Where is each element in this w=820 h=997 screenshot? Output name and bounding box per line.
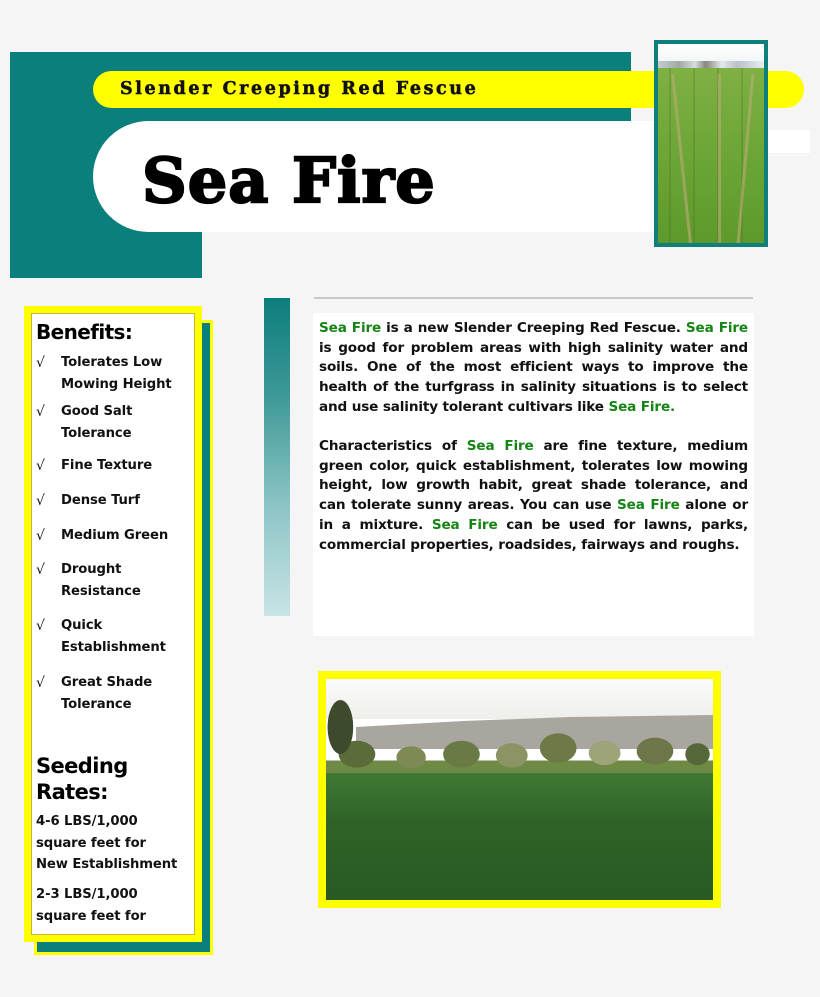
seeding-heading: Seeding Rates: xyxy=(36,754,128,804)
benefit-item: √ Drought Resistance xyxy=(36,559,196,603)
check-icon: √ xyxy=(36,618,45,634)
check-icon: √ xyxy=(36,458,45,474)
product-name-highlight: Sea Fire xyxy=(431,516,498,533)
product-name-highlight: Sea Fire xyxy=(685,320,748,336)
product-name-highlight: Sea Fire xyxy=(319,320,382,336)
decorative-gradient-bar xyxy=(264,298,290,616)
product-name-highlight: Sea Fire xyxy=(617,497,680,514)
benefits-sidebar xyxy=(24,306,202,942)
benefit-item: √ Tolerates Low Mowing Height xyxy=(36,352,196,396)
check-icon: √ xyxy=(36,493,45,509)
check-icon: √ xyxy=(36,528,45,544)
check-icon: √ xyxy=(36,355,45,371)
decorative-white-tab xyxy=(768,130,810,153)
benefit-item: √ Fine Texture xyxy=(36,455,196,477)
photo-trees xyxy=(326,717,713,779)
benefit-item: √ Quick Establishment xyxy=(36,615,196,659)
check-icon: √ xyxy=(36,675,45,691)
photo-tree xyxy=(326,687,362,767)
benefit-item: √ Dense Turf xyxy=(36,490,196,512)
intro-paragraph: Sea Fire is a new Slender Creeping Red Fescue. Sea Fire is good for problem areas with high salinity water and soils. One of the most efficient ways to improve the health of the turfgrass in salinity situations is to select and use salinity tolerant cultivars like Sea Fire. xyxy=(319,320,748,415)
product-title: Sea Fire xyxy=(142,144,436,217)
benefits-heading: Benefits: xyxy=(36,320,133,344)
check-icon: √ xyxy=(36,562,45,578)
photo-lawn xyxy=(326,773,713,900)
description-box xyxy=(313,313,754,636)
benefit-item: √ Medium Green xyxy=(36,525,196,547)
product-subtitle: Slender Creeping Red Fescue xyxy=(120,79,479,99)
product-name-highlight: Sea Fire. xyxy=(608,398,676,415)
photo-sky xyxy=(326,679,713,719)
product-name-highlight: Sea Fire xyxy=(466,438,534,454)
benefit-item: √ Great Shade Tolerance xyxy=(36,672,196,716)
seeding-rate-overseed: 2-3 LBS/1,000 square feet for xyxy=(36,887,146,924)
check-icon: √ xyxy=(36,404,45,420)
seeding-rate-new: 4-6 LBS/1,000 square feet for New Establishment xyxy=(36,814,178,872)
characteristics-paragraph: Characteristics of Sea Fire are fine texture, medium green color, quick establishment, tolerates low mowing height, low growth habit, great shade tolerance, and can tolerate sunny areas. You can use Sea Fire alone or in a mixture. Sea Fire can be used for lawns, parks, commercial properties, roadsides, fairways and roughs. xyxy=(319,438,748,553)
divider-line xyxy=(314,297,753,299)
photo-row-line xyxy=(718,74,721,243)
park-lawn-photo xyxy=(318,671,721,908)
benefit-item: √ Good Salt Tolerance xyxy=(36,401,196,445)
grass-field-photo xyxy=(654,40,768,247)
